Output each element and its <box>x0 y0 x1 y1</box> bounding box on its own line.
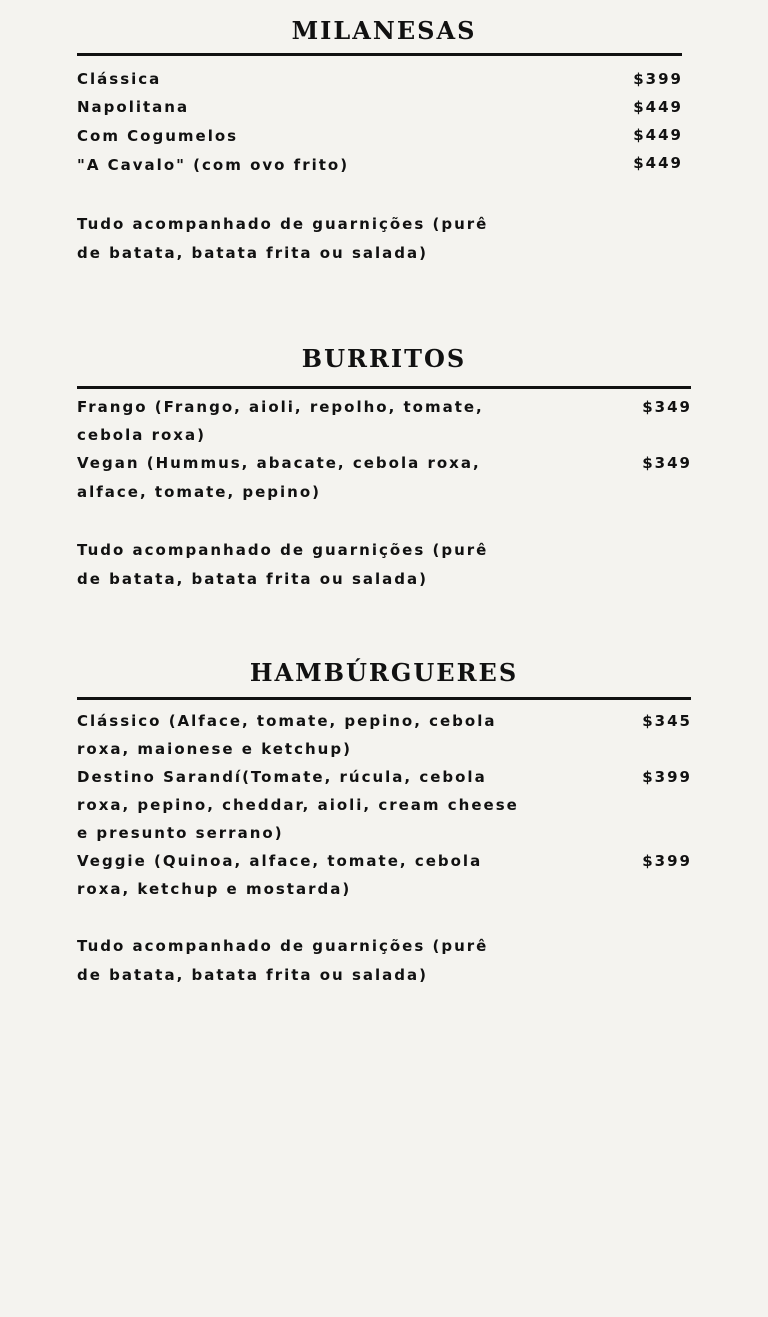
section-note: de batata, batata frita ou salada) <box>77 966 428 984</box>
menu-item-name: Clássica <box>77 70 162 88</box>
section-divider <box>77 697 691 700</box>
section-note: Tudo acompanhado de guarnições (purê <box>77 937 489 955</box>
menu-item-name: Clássico (Alface, tomate, pepino, cebola <box>77 712 497 730</box>
menu-item-price: $349 <box>642 454 692 472</box>
menu-item-name: Frango (Frango, aioli, repolho, tomate, <box>77 398 484 416</box>
section-note: de batata, batata frita ou salada) <box>77 244 428 262</box>
section-divider <box>77 386 691 389</box>
menu-item-name: Veggie (Quinoa, alface, tomate, cebola <box>77 852 483 870</box>
section-note: Tudo acompanhado de guarnições (purê <box>77 215 489 233</box>
menu-item-name: Com Cogumelos <box>77 127 239 145</box>
menu-item-name: e presunto serrano) <box>77 824 284 842</box>
section-title-burritos: BURRITOS <box>301 344 467 373</box>
menu-item-name: Destino Sarandí(Tomate, rúcula, cebola <box>77 768 487 786</box>
menu-item-name: roxa, ketchup e mostarda) <box>77 880 352 898</box>
menu-item-name: Vegan (Hummus, abacate, cebola roxa, <box>77 454 481 472</box>
section-title-milanesas: MILANESAS <box>291 16 477 45</box>
menu-item-price: $345 <box>642 712 692 730</box>
menu-item-name: "A Cavalo" (com ovo frito) <box>77 156 350 174</box>
menu-item-price: $349 <box>642 398 692 416</box>
section-divider <box>77 53 682 56</box>
menu-item-name: cebola roxa) <box>77 426 206 444</box>
menu-item-name: alface, tomate, pepino) <box>77 483 322 501</box>
menu-item-name: Napolitana <box>77 98 190 116</box>
menu-item-price: $449 <box>633 126 683 144</box>
menu-item-price: $399 <box>642 852 692 870</box>
section-note: Tudo acompanhado de guarnições (purê <box>77 541 489 559</box>
menu-item-name: roxa, pepino, cheddar, aioli, cream cheese <box>77 796 519 814</box>
section-note: de batata, batata frita ou salada) <box>77 570 428 588</box>
menu-item-price: $399 <box>642 768 692 786</box>
menu-item-name: roxa, maionese e ketchup) <box>77 740 352 758</box>
menu-item-price: $449 <box>633 98 683 116</box>
menu-item-price: $399 <box>633 70 683 88</box>
menu-item-price: $449 <box>633 154 683 172</box>
section-title-hamburgueres: HAMBÚRGUERES <box>249 658 519 687</box>
